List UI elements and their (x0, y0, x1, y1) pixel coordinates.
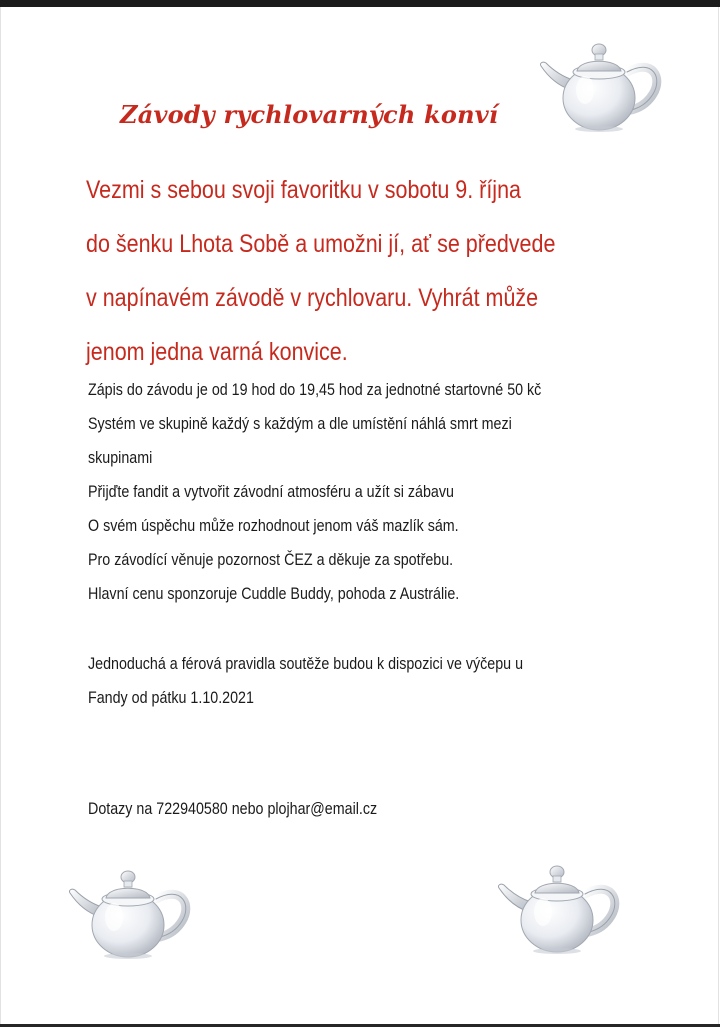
top-status-bar (0, 0, 720, 7)
lead-paragraph (86, 163, 686, 379)
detail-line: Pro závodící věnuje pozornost ČEZ a děkuje za spotřebu. (88, 550, 454, 569)
detail-line: Systém ve skupině každý s každým a dle umístění náhlá smrt mezi (88, 414, 512, 433)
rules-note-line: Fandy od pátku 1.10.2021 (88, 688, 254, 707)
poster-title: Závody rychlovarných konví (120, 100, 499, 129)
teapot-icon (493, 850, 623, 962)
detail-line: Přijďte fandit a vytvořit závodní atmosféru a užít si zábavu (88, 482, 454, 501)
rules-note-line: Jednoduchá a férová pravidla soutěže budou k dispozici ve výčepu u (88, 654, 524, 673)
detail-line: skupinami (88, 448, 153, 467)
lead-line: Vezmi s sebou svoji favoritku v sobotu 9. října (86, 176, 521, 204)
lead-line: do šenku Lhota Sobě a umožni jí, ať se předvede (86, 230, 556, 258)
detail-line: Zápis do závodu je od 19 hod do 19,45 hod za jednotné startovné 50 kč (88, 380, 542, 399)
lead-line: jenom jedna varná konvice. (86, 338, 348, 366)
teapot-icon (535, 28, 665, 140)
detail-line: O svém úspěchu může rozhodnout jenom váš mazlík sám. (88, 516, 459, 535)
lead-line: v napínavém závodě v rychlovaru. Vyhrát může (86, 284, 539, 312)
detail-line: Hlavní cenu sponzoruje Cuddle Buddy, pohoda z Austrálie. (88, 584, 460, 603)
details-block (88, 375, 708, 717)
contact-line: Dotazy na 722940580 nebo plojhar@email.cz (88, 799, 378, 818)
spacer (88, 613, 708, 649)
teapot-icon (64, 855, 194, 967)
